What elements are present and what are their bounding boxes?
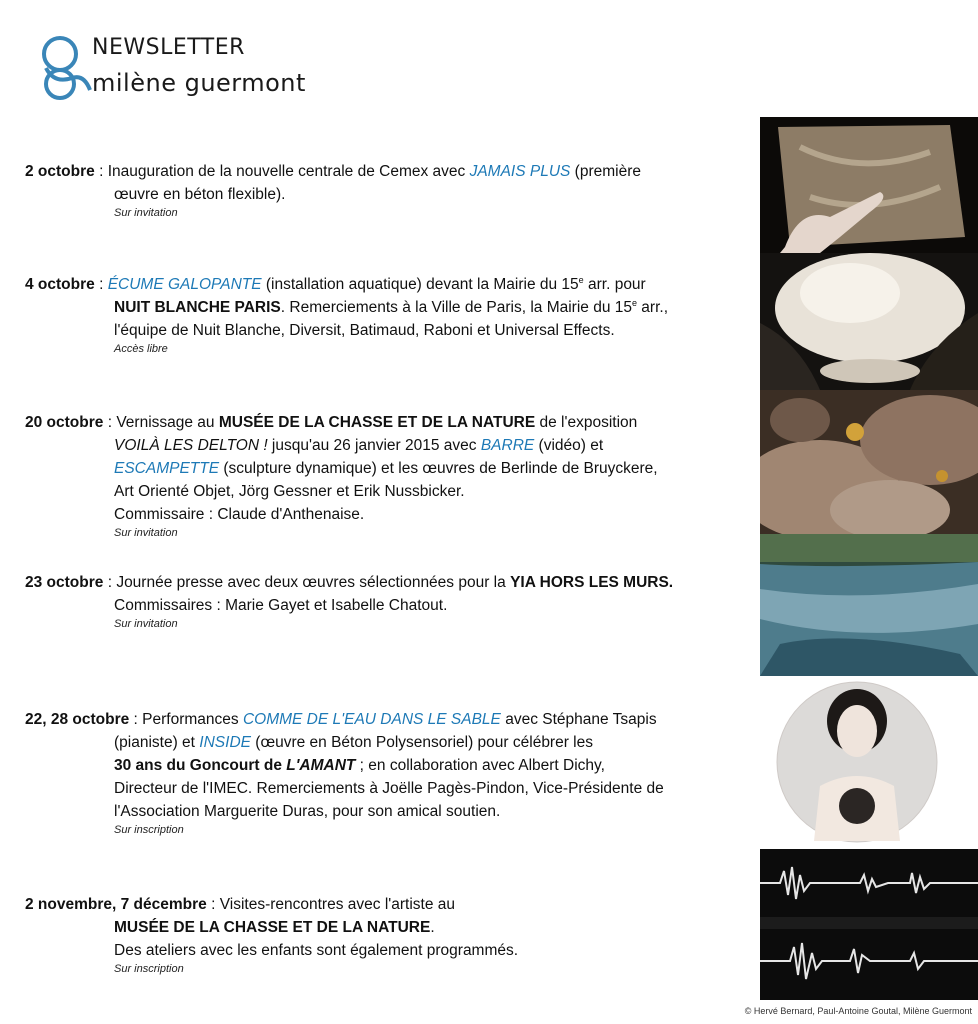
work-link[interactable]: JAMAIS PLUS — [469, 163, 571, 180]
waveform-image — [760, 849, 978, 1000]
work-link[interactable]: BARRE — [480, 437, 535, 454]
event-date: 20 octobre — [25, 414, 104, 431]
event-2-octobre: 2 octobre : Inauguration de la nouvelle centrale de Cemex avec JAMAIS PLUS (première œuvre en béton flexible). Sur invitation — [25, 160, 750, 220]
access-note: Accès libre — [114, 343, 168, 355]
event-2-novembre-7-decembre: 2 novembre, 7 décembre : Visites-rencontres avec l'artiste au MUSÉE DE LA CHASSE ET DE LA NATURE. Des ateliers avec les enfants sont également programmés. Sur inscription — [25, 893, 750, 976]
concrete-hand-photo — [760, 117, 978, 253]
event-date: 4 octobre — [25, 276, 95, 293]
event-date: 2 octobre — [25, 163, 95, 180]
access-note: Sur invitation — [114, 207, 178, 219]
access-note: Sur inscription — [114, 824, 184, 836]
newsletter-title: NEWSLETTER — [92, 35, 245, 60]
artist-name: milène guermont — [92, 69, 306, 97]
sculpture-detail-photo — [760, 390, 978, 534]
event-date: 23 octobre — [25, 574, 104, 591]
event-23-octobre: 23 octobre : Journée presse avec deux œuvres sélectionnées pour la YIA HORS LES MURS. Commissaires : Marie Gayet et Isabelle Chatout. Sur invitation — [25, 571, 750, 631]
newsletter-brand — [92, 34, 306, 100]
river-photo — [760, 534, 978, 676]
event-date: 2 novembre, 7 décembre — [25, 896, 207, 913]
photo-credit: © Hervé Bernard, Paul-Antoine Goutal, Milène Guermont — [744, 1006, 972, 1016]
access-note: Sur invitation — [114, 527, 178, 539]
event-4-octobre: 4 octobre : ÉCUME GALOPANTE (installation aquatique) devant la Mairie du 15e arr. pour NUIT BLANCHE PARIS. Remerciements à la Ville de Paris, la Mairie du 15e arr., l'équipe de Nuit Blanche, Diversit, Batimaud, Raboni et Universal Effects. Accès libre — [25, 273, 750, 356]
access-note: Sur inscription — [114, 963, 184, 975]
access-note: Sur invitation — [114, 618, 178, 630]
portrait-photo — [760, 676, 978, 849]
event-22-28-octobre: 22, 28 octobre : Performances COMME DE L'EAU DANS LE SABLE avec Stéphane Tsapis (pianiste) et INSIDE (œuvre en Béton Polysensoriel) pour célébrer les 30 ans du Goncourt de L'AMANT ; en collaboration avec Albert Dichy, Directeur de l'IMEC. Remerciements à Joëlle Pagès-Pindon, Vice-Présidente de l'Association Marguerite Duras, pour son amical soutien. Sur inscription — [25, 708, 750, 837]
event-20-octobre: 20 octobre : Vernissage au MUSÉE DE LA CHASSE ET DE LA NATURE de l'exposition VOILÀ LES DELTON ! jusqu'au 26 janvier 2015 avec BARRE (vidéo) et ESCAMPETTE (sculpture dynamique) et les œuvres de Berlinde de Bruyckere, Art Orienté Objet, Jörg Gessner et Erik Nussbicker. Commissaire : Claude d'Anthenaise. Sur invitation — [25, 411, 750, 540]
work-link[interactable]: COMME DE L'EAU DANS LE SABLE — [242, 711, 501, 728]
foam-installation-photo — [760, 253, 978, 390]
logo-icon — [32, 34, 92, 106]
work-link[interactable]: ÉCUME GALOPANTE — [107, 276, 262, 293]
event-date: 22, 28 octobre — [25, 711, 130, 728]
work-link[interactable]: INSIDE — [199, 734, 251, 751]
work-link[interactable]: ESCAMPETTE — [114, 460, 220, 477]
